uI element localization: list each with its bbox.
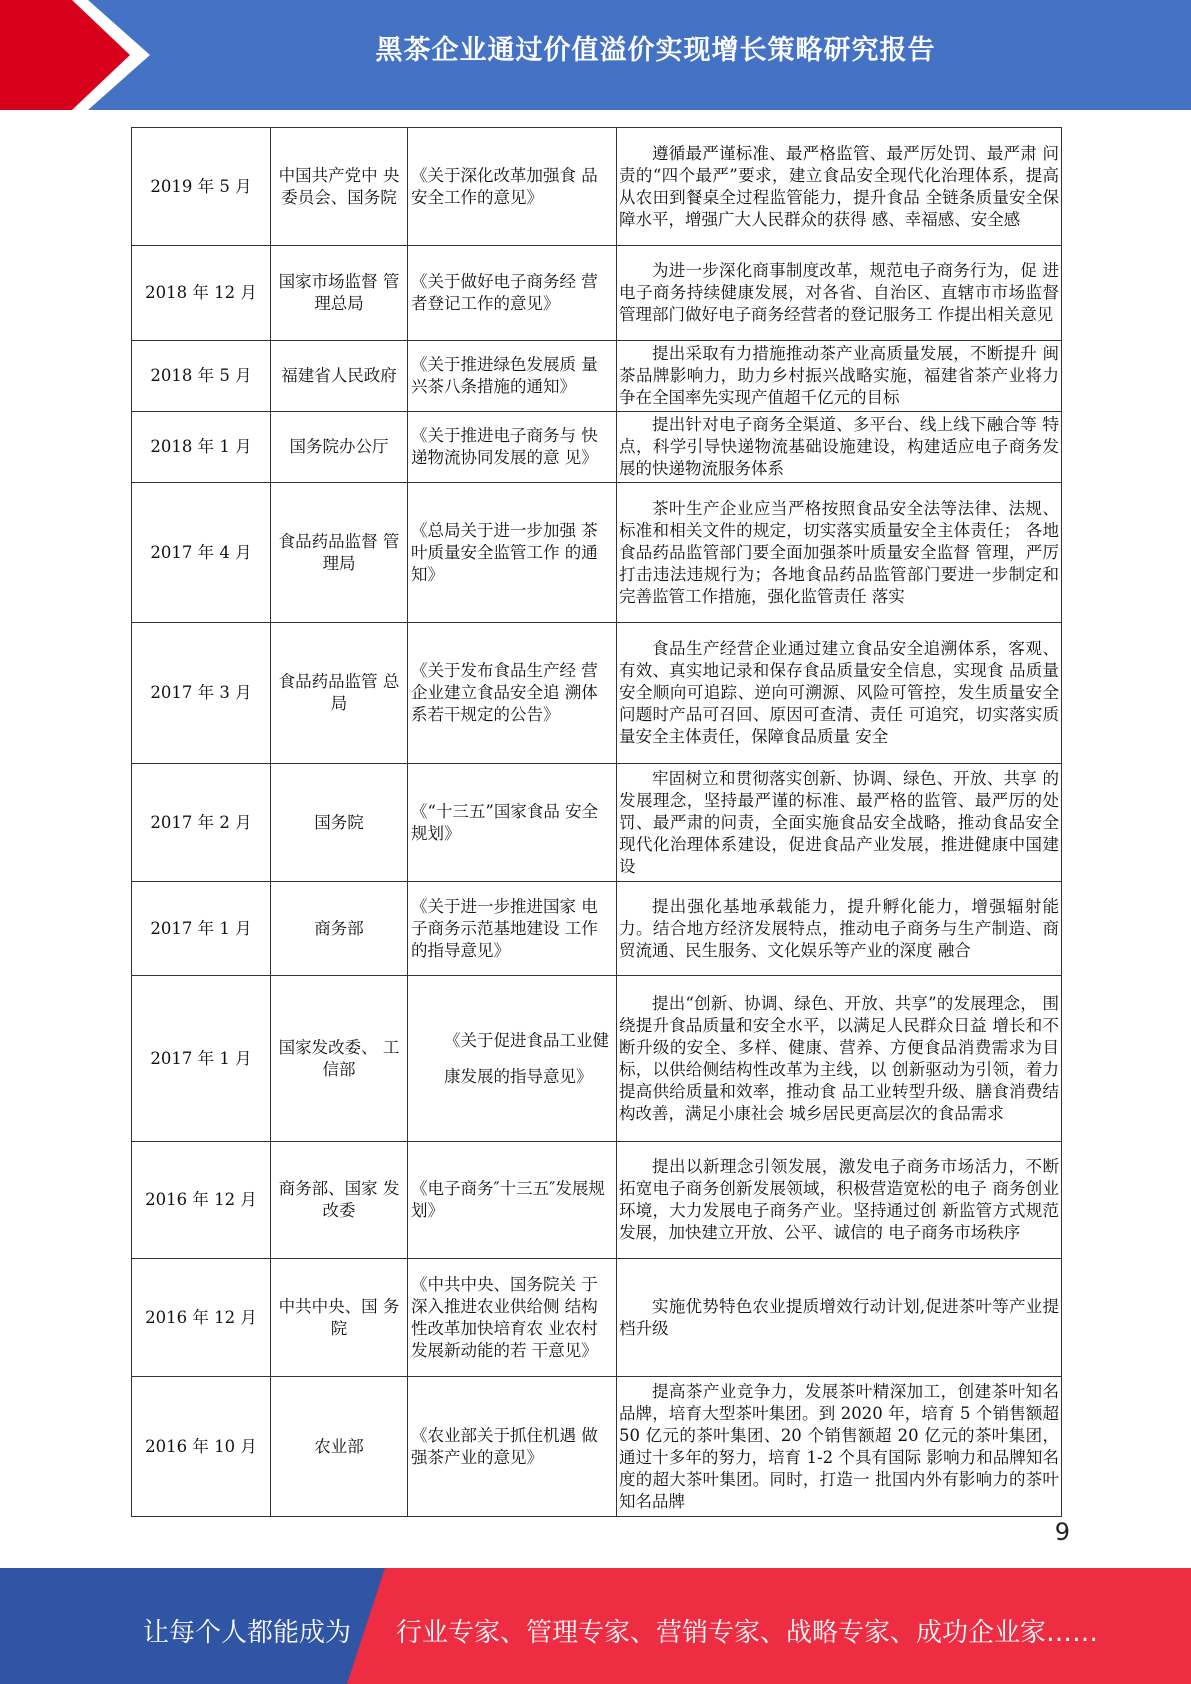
header-banner: [0, 0, 1191, 110]
table-row: [132, 128, 1062, 246]
table-row: [132, 1377, 1062, 1517]
table-row: [132, 976, 1062, 1142]
table-row: [132, 623, 1062, 764]
doc-cell: 《关于推进电子商务与 快递物流协同发展的意 见》: [408, 412, 617, 483]
doc-cell: 《总局关于进一步加强 茶叶质量安全监管工作 的通知》: [408, 483, 617, 623]
dept-cell: 食品药品监管 总局: [271, 623, 408, 764]
table-row: [132, 882, 1062, 976]
content-cell: 为进一步深化商事制度改革，规范电子商务行为，促 进电子商务持续健康发展，对各省、自治区、直辖市市场监督管理部门做好电子商务经营者的登记服务工 作提出相关意见: [617, 246, 1062, 341]
content-cell: 提出以新理念引领发展，激发电子商务市场活力，不断拓宽电子商务创新发展领域，积极营造宽松的电子 商务创业环境，大力发展电子商务产业。坚持通过创 新监管方式规范发展，加快建立开放、公平、诚信的 电子商务市场秩序: [617, 1142, 1062, 1259]
doc-cell: 《关于发布食品生产经 营企业建立食品安全追 溯体系若干规定的公告》: [408, 623, 617, 764]
dept-cell: 福建省人民政府: [271, 341, 408, 412]
dept-cell: 中国共产党中 央委员会、国务院: [271, 128, 408, 246]
dept-cell: 农业部: [271, 1377, 408, 1517]
table-row: [132, 412, 1062, 483]
table-row: [132, 1142, 1062, 1259]
table-row: [132, 246, 1062, 341]
doc-line: 《关于促进食品工业健: [444, 1030, 609, 1050]
doc-cell: 《关于推进绿色发展质 量兴茶八条措施的通知》: [408, 341, 617, 412]
content-cell: 提出“创新、协调、绿色、开放、共享”的发展理念， 围绕提升食品质量和安全水平，以满足人民群众日益 增长和不断升级的安全、多样、健康、营养、方便食品消费需求为目标，以供给侧结构性改革为主线，以 创新驱动为引领，着力提高供给质量和效率，推动食 品工业转型升级、膳食消费结构改善，满足小康社会 城乡居民更高层次的食品需求: [617, 976, 1062, 1142]
footer-slogan-left: 让每个人都能成为: [143, 1618, 352, 1648]
dept-cell: 国务院办公厅: [271, 412, 408, 483]
content-cell: 提出针对电子商务全渠道、多平台、线上线下融合等 特点，科学引导快递物流基础设施建设，构建适应电子商务发展的快递物流服务体系: [617, 412, 1062, 483]
page-number: 9: [1054, 1518, 1070, 1546]
date-cell: 2018 年 1 月: [132, 412, 271, 483]
table-row: [132, 341, 1062, 412]
date-cell: 2017 年 1 月: [132, 882, 271, 976]
dept-cell: 国务院: [271, 764, 408, 882]
content-cell: 茶叶生产企业应当严格按照食品安全法等法律、法规、 标准和相关文件的规定，切实落实质量安全主体责任； 各地食品药品监管部门要全面加强茶叶质量安全监督 管理，严厉打击违法违规行为；各地食品药品监管部门要进一步制定和完善监管工作措施，强化监管责任 落实: [617, 483, 1062, 623]
content-cell: 提高茶产业竞争力，发展茶叶精深加工，创建茶叶知名品牌，培育大型茶叶集团。到 2020 年，培育 5 个销售额超 50 亿元的茶叶集团、20 个销售额超 20 亿元的茶叶集团，通过十多年的努力，培育 1-2 个具有国际 影响力和品牌知名度的超大茶叶集团。同时，打造一 批国内外有影响力的茶叶知名品牌: [617, 1377, 1062, 1517]
doc-cell: 《关于做好电子商务经 营者登记工作的意见》: [408, 246, 617, 341]
arrow-shape: [0, 0, 150, 110]
table-row: [132, 1259, 1062, 1377]
doc-cell: 《关于深化改革加强食 品安全工作的意见》: [408, 128, 617, 246]
footer-slogan-right: 行业专家、管理专家、营销专家、战略专家、成功企业家……: [396, 1618, 1099, 1648]
policy-table-container: [131, 127, 1062, 1517]
date-cell: 2019 年 5 月: [132, 128, 271, 246]
doc-cell: 《“十三五”国家食品 安全规划》: [408, 764, 617, 882]
date-cell: 2017 年 3 月: [132, 623, 271, 764]
content-cell: 牢固树立和贯彻落实创新、协调、绿色、开放、共享 的发展理念，坚持最严谨的标准、最严格的监管、最严厉的处罚、最严肃的问责，全面实施食品安全战略，推动食品安全现代化治理体系建设，促进食品产业发展，推进健康中国建设: [617, 764, 1062, 882]
dept-cell: 食品药品监督 管理局: [271, 483, 408, 623]
date-cell: 2016 年 12 月: [132, 1142, 271, 1259]
dept-cell: 国家市场监督 管理总局: [271, 246, 408, 341]
date-cell: 2016 年 10 月: [132, 1377, 271, 1517]
dept-cell: 商务部、国家 发改委: [271, 1142, 408, 1259]
doc-line: 康发展的指导意见》: [444, 1066, 593, 1086]
date-cell: 2016 年 12 月: [132, 1259, 271, 1377]
doc-cell: 《电子商务″十三五″发展规划》: [408, 1142, 617, 1259]
doc-cell: 《农业部关于抓住机遇 做强茶产业的意见》: [408, 1377, 617, 1517]
date-cell: 2018 年 5 月: [132, 341, 271, 412]
doc-cell: 《中共中央、国务院关 于深入推进农业供给侧 结构性改革加快培育农 业农村发展新动能的若 干意见》: [408, 1259, 617, 1377]
date-cell: 2018 年 12 月: [132, 246, 271, 341]
table-row: [132, 483, 1062, 623]
content-cell: 提出采取有力措施推动茶产业高质量发展，不断提升 闽茶品牌影响力，助力乡村振兴战略实施，福建省茶产业将力争在全国率先实现产值超千亿元的目标: [617, 341, 1062, 412]
doc-cell: 《关于进一步推进国家 电子商务示范基地建设 工作的指导意见》: [408, 882, 617, 976]
table-row: [132, 764, 1062, 882]
content-cell: 实施优势特色农业提质增效行动计划,促进茶叶等产业提档升级: [617, 1259, 1062, 1377]
report-title: 黑茶企业通过价值溢价实现增长策略研究报告: [375, 35, 936, 66]
footer-banner: [0, 1568, 1191, 1684]
dept-cell: 商务部: [271, 882, 408, 976]
header-red-arrow: [0, 0, 150, 110]
doc-cell: [408, 976, 617, 1142]
dept-cell: 国家发改委、 工信部: [271, 976, 408, 1142]
date-cell: 2017 年 2 月: [132, 764, 271, 882]
content-cell: 遵循最严谨标准、最严格监管、最严厉处罚、最严肃 问责的“四个最严”要求，建立食品安全现代化治理体系，提高从农田到餐桌全过程监管能力，提升食品 全链条质量安全保障水平，增强广大人民群众的获得 感、幸福感、安全感: [617, 128, 1062, 246]
content-cell: 提出强化基地承载能力，提升孵化能力，增强辐射能 力。结合地方经济发展特点，推动电子商务与生产制造、商贸流通、民生服务、文化娱乐等产业的深度 融合: [617, 882, 1062, 976]
date-cell: 2017 年 4 月: [132, 483, 271, 623]
content-cell: 食品生产经营企业通过建立食品安全追溯体系，客观、 有效、真实地记录和保存食品质量安全信息，实现食 品质量安全顺向可追踪、逆向可溯源、风险可管控，发生质量安全问题时产品可召回、原因可查清、责任 可追究，切实落实质量安全主体责任，保障食品质量 安全: [617, 623, 1062, 764]
policy-table: [131, 127, 1062, 1517]
dept-cell: 中共中央、国 务院: [271, 1259, 408, 1377]
date-cell: 2017 年 1 月: [132, 976, 271, 1142]
